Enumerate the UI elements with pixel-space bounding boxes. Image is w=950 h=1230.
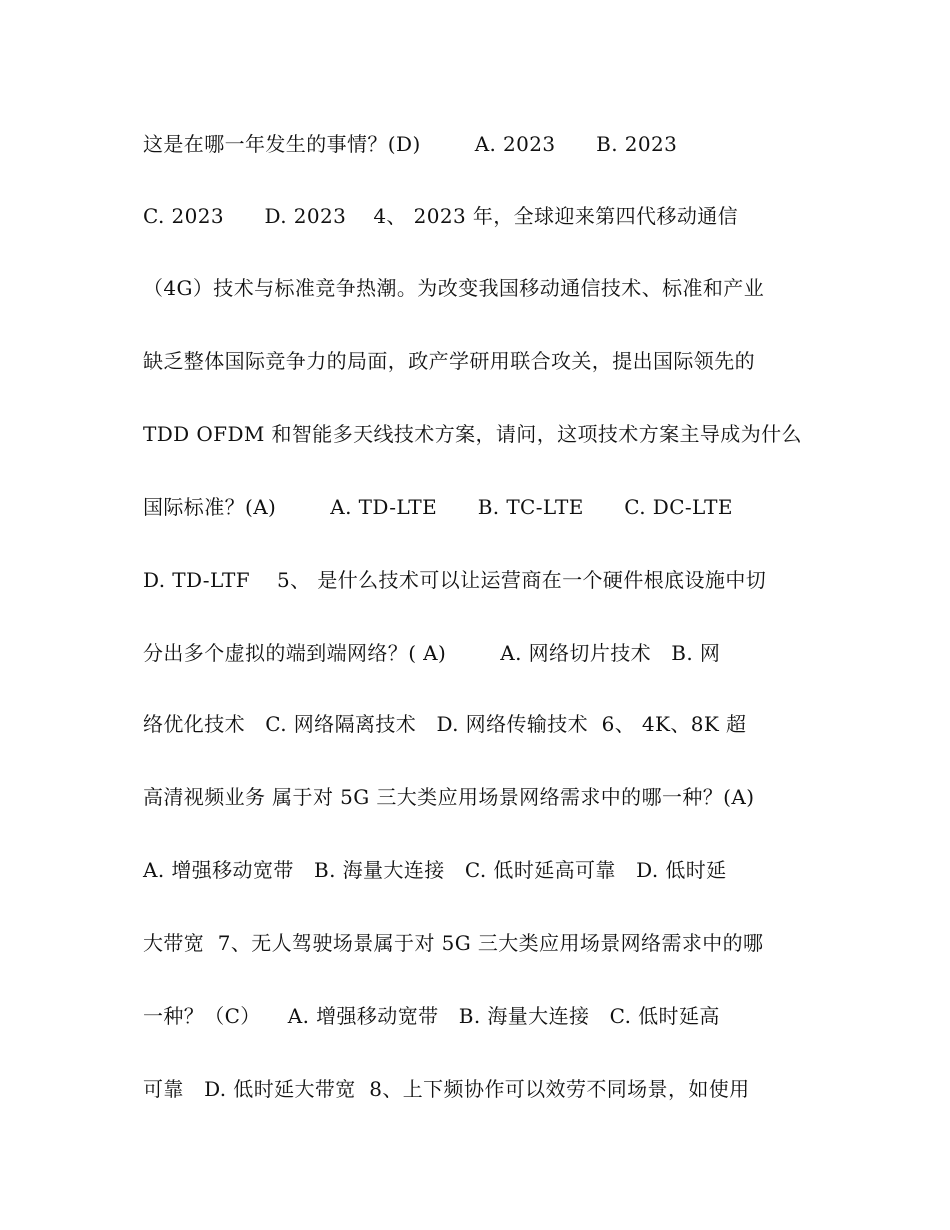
text-line: C. 2023 D. 2023 4、 2023 年，全球迎来第四代移动通信 xyxy=(143,204,739,228)
text-line: D. TD-LTF 5、 是什么技术可以让运营商在一个硬件根底设施中切 xyxy=(143,568,767,592)
text-line: 可靠 D. 低时延大带宽 8、上下频协作可以效劳不同场景，如使用 xyxy=(143,1077,750,1101)
text-line: （4G）技术与标准竞争热潮。为改变我国移动通信技术、标准和产业 xyxy=(143,276,765,300)
text-line: 缺乏整体国际竞争力的局面，政产学研用联合攻关，提出国际领先的 xyxy=(143,349,755,373)
text-line: 大带宽 7、无人驾驶场景属于对 5G 三大类应用场景网络需求中的哪 xyxy=(143,931,764,955)
text-line: 高清视频业务 属于对 5G 三大类应用场景网络需求中的哪一种？(A) xyxy=(143,785,755,809)
text-line: 国际标准？(A) A. TD-LTE B. TC-LTE C. DC-LTE xyxy=(143,495,733,519)
text-line: A. 增强移动宽带 B. 海量大连接 C. 低时延高可靠 D. 低时延 xyxy=(143,858,727,882)
text-line: 一种？（C） A. 增强移动宽带 B. 海量大连接 C. 低时延高 xyxy=(143,1004,720,1028)
text-line: TDD OFDM 和智能多天线技术方案，请问，这项技术方案主导成为什么 xyxy=(143,422,802,446)
text-line: 分出多个虚拟的端到端网络？( A) A. 网络切片技术 B. 网 xyxy=(143,641,721,665)
text-line: 这是在哪一年发生的事情？(D) A. 2023 B. 2023 xyxy=(143,132,678,156)
text-line: 络优化技术 C. 网络隔离技术 D. 网络传输技术 6、 4K、8K 超 xyxy=(143,712,747,736)
